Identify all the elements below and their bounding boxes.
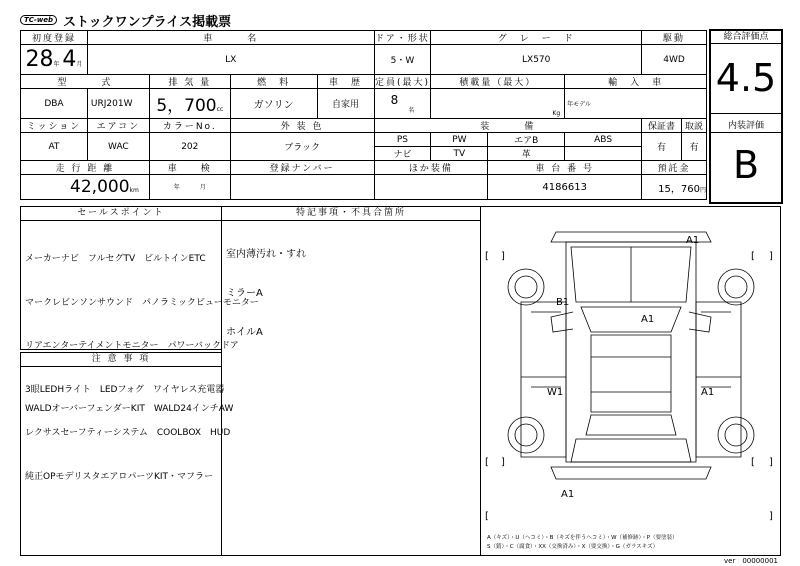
damage-mark: A1: [686, 235, 700, 246]
bracket-open: [: [751, 251, 755, 262]
manual-value: 有: [681, 133, 706, 161]
damage-mark: A1: [701, 387, 715, 398]
damage-diagram-box: [480, 206, 781, 556]
label-warranty: 保証書: [642, 119, 682, 133]
car-diagram: [481, 207, 780, 555]
equip-ps: PS: [374, 133, 431, 147]
model-value: URJ201W: [87, 89, 149, 119]
label-capacity: 定員(最大): [374, 75, 431, 89]
bracket-close: ]: [501, 251, 505, 262]
door-value: 5・W: [374, 45, 431, 75]
label-mission: ミッション: [21, 119, 88, 133]
caution-item: WALDオーバーフェンダーKIT WALD24インチAW: [25, 404, 234, 414]
vehicle-info-table: [20, 30, 707, 200]
sales-point-item: リアエンターテイメントモニター パワーバックドア: [25, 341, 239, 351]
bracket-open: [: [751, 457, 755, 468]
sales-point-item: 3眼LEDHライト LEDフォグ ワイヤレス充電器: [25, 384, 225, 395]
exterior-value: ブラック: [230, 133, 374, 161]
label-interior: 内装評価: [711, 120, 781, 133]
special-note-item: 室内薄汚れ・すれ: [226, 249, 306, 260]
label-chassis: 車 台 番 号: [488, 161, 642, 175]
special-notes-box: [221, 206, 481, 556]
history-value: 自家用: [317, 89, 374, 119]
label-car-name: 車 名: [87, 31, 374, 45]
aircon-value: WAC: [87, 133, 149, 161]
caution-box: [20, 352, 234, 556]
displacement-value: 5，700cc: [149, 89, 230, 119]
label-door: ドア・形状: [374, 31, 431, 45]
label-drive: 駆動: [642, 31, 707, 45]
bracket-open: [: [485, 457, 489, 468]
label-history: 車 歴: [317, 75, 374, 89]
legend-line-2: S（錆）・C（腐食）・XX（交換済み）・X（要交換）・G（ガラスキズ）: [487, 544, 659, 550]
sales-point-item: 純正OPモデリスタエアロパーツKIT・マフラー: [25, 471, 214, 482]
sales-point-item: メーカーナビ フルセグTV ビルトインETC: [25, 254, 206, 264]
sales-point-item: マークレビンソンサウンド パノラミックビューモニター: [25, 297, 259, 308]
label-mileage: 走 行 距 離: [21, 161, 150, 175]
damage-mark: W1: [547, 387, 564, 398]
overall-score: 4.5: [711, 44, 781, 114]
label-first-reg: 初度登録: [21, 31, 88, 45]
mileage-value: 42,000km: [21, 175, 150, 200]
caution-title: 注 意 事 項: [21, 353, 221, 367]
import-value: 年モデル: [565, 89, 707, 119]
bracket-open: [: [485, 251, 489, 262]
grade-value: LX570: [431, 45, 642, 75]
overall-evaluation-box: [709, 29, 783, 204]
price-value: 15，760円: [642, 175, 707, 200]
label-displacement: 排 気 量: [149, 75, 230, 89]
label-price: 預託金: [642, 161, 707, 175]
damage-mark: A1: [561, 489, 575, 500]
sales-points-title: セールスポイント: [21, 207, 221, 221]
equip-pw: PW: [431, 133, 488, 147]
label-inspection: 車 検: [149, 161, 230, 175]
special-notes-title: 特記事項・不具合箇所: [222, 207, 480, 221]
label-overall: 総合評価点: [711, 31, 781, 44]
page-title: ストックワンプライス掲載票: [63, 14, 232, 30]
bracket-open: [: [485, 511, 489, 522]
car-name-value: LX: [87, 45, 374, 75]
label-equipment: 装 備: [374, 119, 642, 133]
equip-blank: [565, 147, 642, 161]
label-plate: 登録ナンバー: [230, 161, 374, 175]
equip-tv: TV: [431, 147, 488, 161]
bracket-close: ]: [769, 251, 773, 262]
label-aircon: エアコン: [87, 119, 149, 133]
damage-mark: A1: [641, 314, 655, 325]
sales-point-item: レクサスセーフティーシステム COOLBOX HUD: [25, 428, 231, 438]
fuel-value: ガソリン: [230, 89, 317, 119]
damage-mark: B1: [556, 297, 570, 308]
chassis-value: 4186613: [488, 175, 642, 200]
first-reg-value: 28年 4月: [21, 45, 88, 75]
label-exterior: 外 装 色: [230, 119, 374, 133]
label-fuel: 燃 料: [230, 75, 317, 89]
inspection-value: 年 月: [149, 175, 230, 200]
page-header: [20, 12, 231, 28]
capacity-value: $8_名$: [374, 89, 431, 119]
payload-value: Kg: [431, 89, 565, 119]
equip-airbag: エアB: [488, 133, 565, 147]
bracket-close: ]: [769, 457, 773, 468]
label-manual: 取説: [681, 119, 706, 133]
bracket-close: ]: [501, 457, 505, 468]
plate-value: [230, 175, 374, 200]
equip-leather: 革: [488, 147, 565, 161]
label-import: 輸 入 車: [565, 75, 707, 89]
equip-navi: ナビ: [374, 147, 431, 161]
special-note-item: ミラーA: [226, 288, 263, 299]
label-grade: グ レ ー ド: [431, 31, 642, 45]
logo: TC-web: [20, 15, 57, 25]
label-model: 型 式: [21, 75, 150, 89]
warranty-value: 有: [642, 133, 682, 161]
equip-abs: ABS: [565, 133, 642, 147]
drive-value: 4WD: [642, 45, 707, 75]
interior-score: B: [732, 143, 760, 187]
label-color-no: カラーNo.: [149, 119, 230, 133]
color-no-value: 202: [149, 133, 230, 161]
legend-line-1: A（キズ）・U（ヘコミ）・B（キズを伴うヘコミ）・W（補修跡）・P（要塗装）: [487, 535, 678, 541]
model-prefix-value: DBA: [21, 89, 88, 119]
special-note-item: ホイルA: [226, 327, 263, 338]
label-payload: 積載量（最大）: [431, 75, 565, 89]
other-equip-value: [374, 175, 488, 200]
version-label: ver 00000001: [724, 557, 778, 565]
mission-value: AT: [21, 133, 88, 161]
label-other-equip: ほか装備: [374, 161, 488, 175]
bracket-close: ]: [769, 511, 773, 522]
